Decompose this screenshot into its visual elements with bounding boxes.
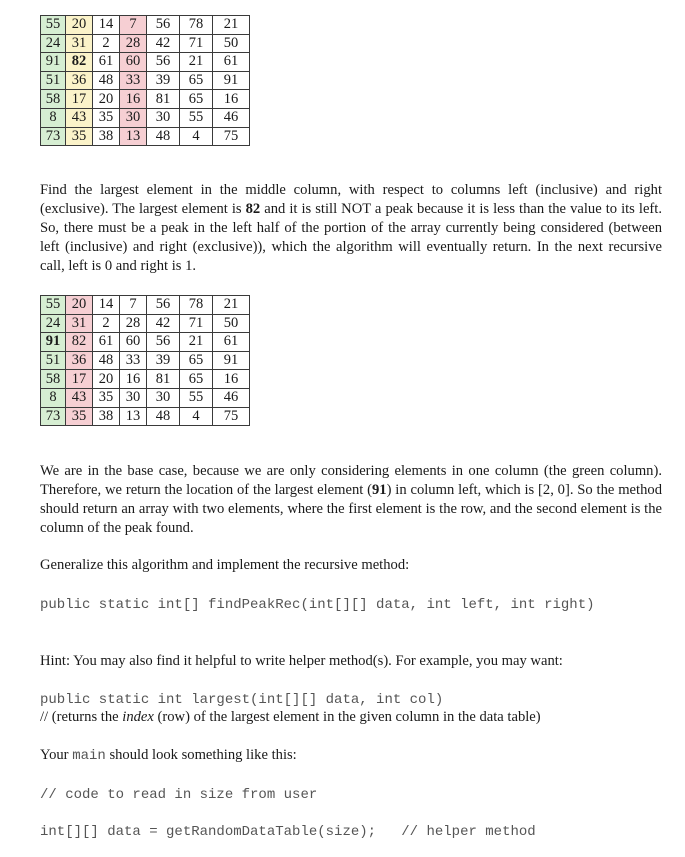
table-cell: 4 (180, 127, 213, 146)
table-cell: 28 (120, 34, 147, 53)
table-cell: 21 (213, 16, 250, 35)
table-cell: 58 (41, 370, 66, 389)
table-cell: 48 (93, 351, 120, 370)
table-row (41, 53, 250, 72)
table-cell: 21 (213, 296, 250, 315)
table-cell: 51 (41, 71, 66, 90)
table-cell: 2 (93, 34, 120, 53)
table-cell: 61 (93, 53, 120, 72)
table-cell: 58 (41, 90, 66, 109)
table-cell: 60 (120, 333, 147, 352)
table-cell: 36 (66, 71, 93, 90)
table-row (41, 407, 250, 426)
table-cell: 38 (93, 127, 120, 146)
table-cell: 24 (41, 314, 66, 333)
paragraph-2-text-a: We are in the base case, because we are only considering elements in one column (the green column). Therefore, we return the location of the largest element ( (40, 463, 662, 498)
table-cell: 75 (213, 127, 250, 146)
table-cell: 16 (213, 90, 250, 109)
table-cell: 30 (147, 388, 180, 407)
explanation-paragraph-2 (40, 462, 662, 538)
main-keyword-code: main (72, 748, 106, 764)
table-cell: 39 (147, 351, 180, 370)
table-cell: 30 (147, 108, 180, 127)
table-cell: 8 (41, 108, 66, 127)
paragraph-1-bold-value: 82 (245, 201, 261, 217)
table-cell: 21 (180, 333, 213, 352)
table-cell: 65 (180, 351, 213, 370)
largest-method-code: public static int largest(int[][] data, int col) (40, 692, 444, 708)
paragraph-2-text-b: ) in column left, which is [2, 0]. So the method should return an array with two elements, where the first element is the row, and the second element is the column of the peak found. (40, 482, 662, 536)
hint-text: Hint: You may also find it helpful to write helper method(s). For example, you may want: (40, 653, 563, 669)
table-cell: 55 (41, 296, 66, 315)
table-cell: 30 (120, 388, 147, 407)
table-cell: 78 (180, 16, 213, 35)
table-cell: 17 (66, 90, 93, 109)
table-cell: 16 (120, 90, 147, 109)
data-table-2 (40, 295, 250, 426)
comment-italic-index: index (122, 709, 154, 725)
table-cell: 13 (120, 127, 147, 146)
table-row (41, 108, 250, 127)
table-row (41, 351, 250, 370)
table-cell: 38 (93, 407, 120, 426)
table-cell: 91 (213, 351, 250, 370)
table-cell: 50 (213, 314, 250, 333)
generalize-instruction: Generalize this algorithm and implement the recursive method: (40, 557, 410, 573)
table-cell: 35 (66, 407, 93, 426)
table-cell: 71 (180, 314, 213, 333)
table-cell: 50 (213, 34, 250, 53)
table-cell: 7 (120, 16, 147, 35)
table-cell: 2 (93, 314, 120, 333)
comment-prefix: // (returns the (40, 709, 123, 725)
table-cell: 35 (93, 108, 120, 127)
table-cell: 82 (66, 53, 93, 72)
code-get-random-table: int[][] data = getRandomDataTable(size); // helper method (40, 824, 536, 840)
table-cell: 8 (41, 388, 66, 407)
data-table-1 (40, 15, 250, 146)
table-row (41, 90, 250, 109)
table-cell: 20 (93, 370, 120, 389)
table-cell: 33 (120, 351, 147, 370)
table-cell: 30 (120, 108, 147, 127)
table-cell: 60 (120, 53, 147, 72)
table-cell: 55 (180, 388, 213, 407)
comment-suffix: (row) of the largest element in the given column in the data table) (153, 709, 541, 725)
table-cell: 56 (147, 53, 180, 72)
table-cell: 13 (120, 407, 147, 426)
table-row (41, 296, 250, 315)
table-cell: 56 (147, 16, 180, 35)
table-cell: 21 (180, 53, 213, 72)
table-cell: 48 (147, 127, 180, 146)
table-cell: 56 (147, 296, 180, 315)
table-cell: 46 (213, 388, 250, 407)
table-cell: 81 (147, 370, 180, 389)
table-cell: 91 (41, 333, 66, 352)
table-cell: 16 (120, 370, 147, 389)
table-cell: 51 (41, 351, 66, 370)
table-cell: 65 (180, 370, 213, 389)
table-cell: 61 (213, 53, 250, 72)
table-cell: 31 (66, 314, 93, 333)
paragraph-1-text-b: and it is still NOT a peak because it is less than the value to its left. So, there must be a peak in the left half of the portion of the array currently being considered (between left (inclusive) and right (exclusive)), which the algorithm will eventually return. In the next recursive call, left is 0 and right is 1. (40, 201, 662, 274)
table-row (41, 34, 250, 53)
table-row (41, 370, 250, 389)
paragraph-1-text-a: Find the largest element in the middle column, with respect to columns left (inclusive) and right (exclusive). The largest element is (40, 182, 662, 217)
table-cell: 20 (66, 16, 93, 35)
table-cell: 14 (93, 16, 120, 35)
table-cell: 56 (147, 333, 180, 352)
table-cell: 35 (93, 388, 120, 407)
table-row (41, 333, 250, 352)
table-row (41, 71, 250, 90)
table-cell: 65 (180, 90, 213, 109)
table-row (41, 16, 250, 35)
table-cell: 78 (180, 296, 213, 315)
table-cell: 55 (180, 108, 213, 127)
table-cell: 14 (93, 296, 120, 315)
table-cell: 81 (147, 90, 180, 109)
table-cell: 4 (180, 407, 213, 426)
table-cell: 20 (66, 296, 93, 315)
table-cell: 31 (66, 34, 93, 53)
table-cell: 48 (93, 71, 120, 90)
main-text-prefix: Your (40, 747, 73, 763)
table-cell: 7 (120, 296, 147, 315)
method-signature-code: public static int[] findPeakRec(int[][] data, int left, int right) (40, 597, 595, 613)
table-row (41, 127, 250, 146)
table-cell: 35 (66, 127, 93, 146)
table-cell: 73 (41, 407, 66, 426)
table-cell: 55 (41, 16, 66, 35)
largest-method-comment (40, 709, 541, 726)
table-cell: 17 (66, 370, 93, 389)
main-text-suffix: should look something like this: (105, 747, 297, 763)
table-cell: 33 (120, 71, 147, 90)
table-cell: 65 (180, 71, 213, 90)
table-cell: 73 (41, 127, 66, 146)
table-cell: 46 (213, 108, 250, 127)
table-cell: 42 (147, 34, 180, 53)
table-cell: 82 (66, 333, 93, 352)
table-cell: 61 (93, 333, 120, 352)
table-cell: 91 (213, 71, 250, 90)
table-cell: 43 (66, 108, 93, 127)
table-cell: 91 (41, 53, 66, 72)
table-row (41, 388, 250, 407)
main-instruction (40, 747, 297, 764)
table-cell: 75 (213, 407, 250, 426)
table-cell: 36 (66, 351, 93, 370)
table-row (41, 314, 250, 333)
table-cell: 71 (180, 34, 213, 53)
table-cell: 20 (93, 90, 120, 109)
table-cell: 42 (147, 314, 180, 333)
code-comment-read-size: // code to read in size from user (40, 787, 318, 803)
table-cell: 16 (213, 370, 250, 389)
table-cell: 24 (41, 34, 66, 53)
paragraph-2-bold-value: 91 (372, 482, 387, 498)
explanation-paragraph-1 (40, 181, 662, 276)
table-cell: 48 (147, 407, 180, 426)
table-cell: 28 (120, 314, 147, 333)
table-cell: 43 (66, 388, 93, 407)
table-cell: 39 (147, 71, 180, 90)
table-cell: 61 (213, 333, 250, 352)
